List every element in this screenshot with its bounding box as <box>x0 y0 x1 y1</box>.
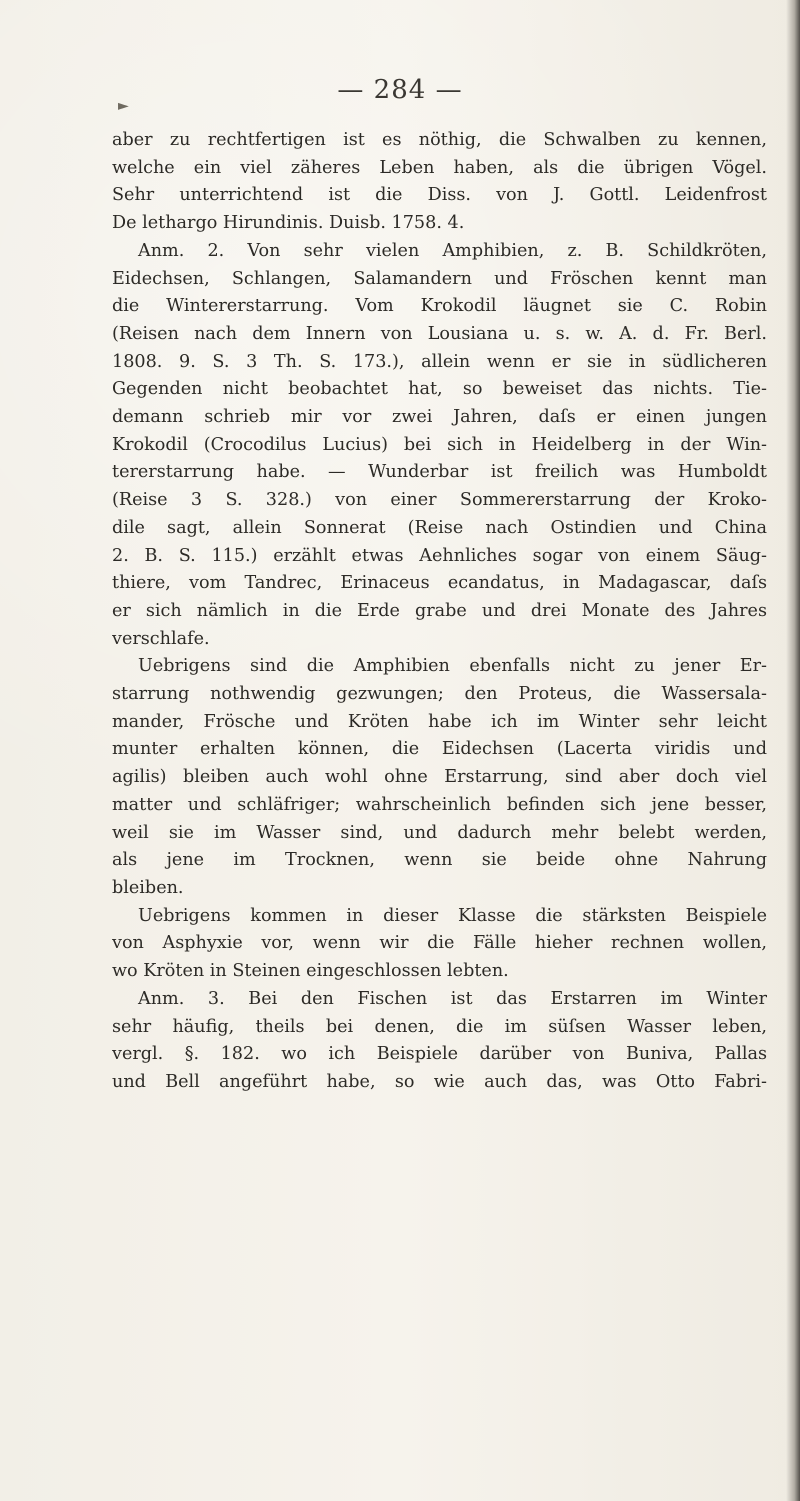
paragraph-3 <box>112 653 767 902</box>
text-line: sehr häufig, theils bei denen, die im süſsen Wasser leben, <box>112 1016 767 1037</box>
text-line: Anm. 2. Von sehr vielen Amphibien, z. B. Schildkröten, <box>138 240 767 261</box>
text-line: munter erhalten können, die Eidechsen (Lacerta viridis und <box>112 739 767 760</box>
text-line: Uebrigens sind die Amphibien ebenfalls nicht zu jener Er- <box>138 656 767 677</box>
text-line: er sich nämlich in die Erde grabe und drei Monate des Jahres <box>112 600 767 621</box>
body-text <box>112 127 767 1097</box>
text-line: 1808. 9. S. 3 Th. S. 173.), allein wenn er sie in südlicheren <box>112 351 767 372</box>
text-line: tererstarrung habe. — Wunderbar ist freilich was Humboldt <box>112 462 767 483</box>
text-line: aber zu rechtfertigen ist es nöthig, die Schwalben zu kennen, <box>112 130 767 150</box>
text-line: bleiben. <box>112 877 184 898</box>
text-line: Gegenden nicht beobachtet hat, so beweiset das nichts. Tie- <box>112 379 767 400</box>
text-line: welche ein viel zäheres Leben haben, als die übrigen Vögel. <box>112 157 767 178</box>
page-number-header: — 284 — <box>337 75 463 105</box>
text-line: thiere, vom Tandrec, Erinaceus ecandatus, in Madagascar, daſs <box>112 573 767 594</box>
paragraph-4 <box>112 903 767 986</box>
text-line: mander, Frösche und Kröten habe ich im Winter sehr leicht <box>112 711 767 732</box>
text-line: agilis) bleiben auch wohl ohne Erstarrung, sind aber doch viel <box>112 767 767 788</box>
text-line: (Reisen nach dem Innern von Lousiana u. s. w. A. d. Fr. Berl. <box>112 323 767 344</box>
text-line: Anm. 3. Bei den Fischen ist das Erstarren im Winter <box>138 988 767 1009</box>
text-line: starrung nothwendig gezwungen; den Proteus, die Wassersala- <box>112 684 767 705</box>
text-line: matter und schläfriger; wahrscheinlich befinden sich jene besser, <box>112 794 767 815</box>
paragraph-1 <box>112 127 767 238</box>
text-line: Krokodil (Crocodilus Lucius) bei sich in Heidelberg in der Win- <box>112 434 767 455</box>
text-line: demann schrieb mir vor zwei Jahren, daſs er einen jungen <box>112 407 767 428</box>
text-line: Eidechsen, Schlangen, Salamandern und Fröschen kennt man <box>112 268 767 289</box>
paragraph-5 <box>112 986 767 1097</box>
text-line: die Wintererstarrung. Vom Krokodil läugnet sie C. Robin <box>112 296 767 317</box>
text-line: 2. B. S. 115.) erzählt etwas Aehnliches sogar von einem Säug- <box>112 545 767 566</box>
page-edge-shadow <box>786 0 800 1501</box>
text-line: wo Kröten in Steinen eingeschlossen lebten. <box>112 961 509 982</box>
text-line: Uebrigens kommen in dieser Klasse die stärksten Beispiele <box>138 905 767 926</box>
text-line: und Bell angeführt habe, so wie auch das, was Otto Fabri- <box>112 1071 767 1092</box>
text-line: De lethargo Hirundinis. Duisb. 1758. 4. <box>112 213 465 234</box>
text-line: Sehr unterrichtend ist die Diss. von J. Gottl. Leidenfrost <box>112 185 767 206</box>
paragraph-2 <box>112 238 767 654</box>
text-line: von Asphyxie vor, wenn wir die Fälle hieher rechnen wollen, <box>112 933 767 954</box>
text-line: vergl. §. 182. wo ich Beispiele darüber von Buniva, Pallas <box>112 1044 767 1065</box>
text-line: (Reise 3 S. 328.) von einer Sommererstarrung der Kroko- <box>112 490 767 511</box>
text-line: als jene im Trocknen, wenn sie beide ohne Nahrung <box>112 850 767 871</box>
text-line: verschlafe. <box>112 628 210 649</box>
text-line: weil sie im Wasser sind, und dadurch mehr belebt werden, <box>112 822 767 843</box>
text-line: dile sagt, allein Sonnerat (Reise nach Ostindien und China <box>112 517 767 538</box>
arrow-mark-icon: ► <box>118 98 129 114</box>
